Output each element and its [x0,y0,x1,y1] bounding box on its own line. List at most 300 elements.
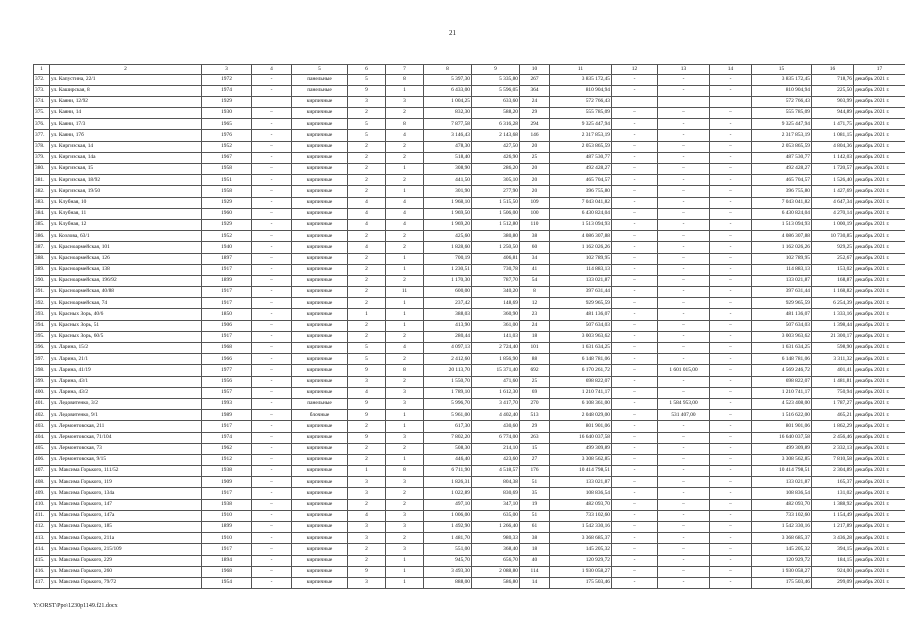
cost-per-sqm-cell: 131,02 [812,488,854,499]
living-area-cell: 5 596,05 [472,85,520,96]
owner-funds-cell: 7 043 041,82 [752,197,812,208]
completion-date-cell: декабрь 2021 г. [854,499,905,510]
address-cell: ул. Киргизская, 14а [50,152,202,163]
owner-funds-cell: 492 428,27 [752,164,812,175]
col13-cell: – [658,477,710,488]
living-area-cell: 305,10 [472,175,520,186]
total-area-cell: 3 146,43 [424,130,472,141]
cost-per-sqm-cell: 153,02 [812,264,854,275]
living-area-cell: 471,60 [472,376,520,387]
total-area-cell: 518,40 [424,152,472,163]
wall-material-cell: кирпичные [292,242,348,253]
col14-cell: - [710,466,752,477]
year-cell: 1967 [202,152,252,163]
entrances-cell: 4 [386,343,424,354]
col12-cell: - [612,152,658,163]
owner-funds-cell: 572 766,43 [752,96,812,107]
owner-funds-cell: 929 965,59 [752,298,812,309]
col14-cell: – [710,108,752,119]
col14-cell: - [710,555,752,566]
column-number-row [34,65,905,75]
total-cost-cell: 2 053 865,59 [550,141,612,152]
page-number: 21 [449,29,456,37]
col14-cell: - [710,74,752,85]
table-row [34,510,905,521]
year-cell: 1917 [202,488,252,499]
cost-per-sqm-cell: 750,94 [812,387,854,398]
entrances-cell: 1 [386,186,424,197]
wall-material-cell: кирпичные [292,365,348,376]
cost-per-sqm-cell: 3 311,32 [812,354,854,365]
row-index: 411. [34,510,50,521]
wall-material-cell: кирпичные [292,275,348,286]
floors-cell: 3 [348,577,386,588]
col14-cell: – [710,410,752,421]
col4-cell: – [252,477,292,488]
row-index: 401. [34,398,50,409]
col13-cell: - [658,555,710,566]
col12-cell: - [612,466,658,477]
table-row [34,320,905,331]
address-cell: ул. Красноармейская, 138 [50,264,202,275]
residents-cell: 20 [520,164,550,175]
completion-date-cell: декабрь 2021 г. [854,410,905,421]
completion-date-cell: декабрь 2021 г. [854,555,905,566]
address-cell: ул. Ларина, 15/2 [50,343,202,354]
table-row [34,432,905,443]
col13-cell: - [658,119,710,130]
col13-cell: - [658,376,710,387]
living-area-cell: 730,78 [472,264,520,275]
row-index: 415. [34,555,50,566]
total-area-cell: 1 550,70 [424,376,472,387]
cost-per-sqm-cell: 944,89 [812,108,854,119]
entrances-cell: 1 [386,264,424,275]
col13-cell: – [658,387,710,398]
col4-cell: - [252,175,292,186]
row-index: 404. [34,432,50,443]
col13-cell: - [658,533,710,544]
floors-cell: 2 [348,253,386,264]
living-area-cell: 148,69 [472,298,520,309]
owner-funds-cell: 1 930 058,27 [752,566,812,577]
col14-cell: - [710,533,752,544]
floors-cell: 2 [348,287,386,298]
year-cell: 1974 [202,85,252,96]
col14-cell: - [710,152,752,163]
entrances-cell: 3 [386,477,424,488]
year-cell: 1954 [202,577,252,588]
living-area-cell: 656,70 [472,555,520,566]
year-cell: 1929 [202,197,252,208]
owner-funds-cell: 507 634,03 [752,320,812,331]
entrances-cell: 1 [386,320,424,331]
living-area-cell: 1 266,40 [472,522,520,533]
cost-per-sqm-cell: 21 300,17 [812,331,854,342]
column-number: 5 [292,65,348,75]
row-index: 390. [34,275,50,286]
cost-per-sqm-cell: 1 427,69 [812,186,854,197]
total-area-cell: 551,00 [424,544,472,555]
address-cell: ул. Максима Горького, 147а [50,510,202,521]
address-cell: ул. Киргизская, 14 [50,141,202,152]
year-cell: 1929 [202,96,252,107]
row-index: 386. [34,231,50,242]
cost-per-sqm-cell: 10 730,85 [812,231,854,242]
floors-cell: 2 [348,499,386,510]
total-area-cell: 1 789,10 [424,387,472,398]
total-cost-cell: 499 309,89 [550,443,612,454]
col14-cell: – [710,298,752,309]
entrances-cell: 8 [386,365,424,376]
floors-cell: 2 [348,152,386,163]
total-cost-cell: 3 003 963,62 [550,331,612,342]
wall-material-cell: блочные [292,410,348,421]
floors-cell: 2 [348,141,386,152]
col4-cell: - [252,510,292,521]
entrances-cell: 1 [386,410,424,421]
residents-cell: 25 [520,152,550,163]
floors-cell: 2 [348,264,386,275]
owner-funds-cell: 133 021,87 [752,477,812,488]
floors-cell: 2 [348,320,386,331]
entrances-cell: 8 [386,466,424,477]
col4-cell: - [252,354,292,365]
total-area-cell: 497,10 [424,499,472,510]
address-cell: ул. Красноармейская, 196/92 [50,275,202,286]
col13-cell [658,96,710,107]
table-row [34,421,905,432]
table-row [34,164,905,175]
col12-cell: – [612,343,658,354]
floors-cell: 4 [348,219,386,230]
row-index: 389. [34,264,50,275]
owner-funds-cell: 6 430 824,04 [752,208,812,219]
address-cell: ул. Красноармейская, 126 [50,253,202,264]
floors-cell: 3 [348,477,386,488]
row-index: 409. [34,488,50,499]
completion-date-cell: декабрь 2021 г. [854,376,905,387]
col4-cell: – [252,108,292,119]
column-number: 3 [202,65,252,75]
completion-date-cell: декабрь 2021 г. [854,74,905,85]
address-cell: ул. Каяни, 12/92 [50,96,202,107]
completion-date-cell: декабрь 2021 г. [854,298,905,309]
row-index: 403. [34,421,50,432]
total-cost-cell: 507 634,03 [550,320,612,331]
table-row [34,477,905,488]
total-area-cell: 1 492,90 [424,522,472,533]
cost-per-sqm-cell: 4 270,14 [812,208,854,219]
living-area-cell: 586,80 [472,577,520,588]
wall-material-cell: кирпичные [292,466,348,477]
completion-date-cell: декабрь 2021 г. [854,197,905,208]
residents-cell: 176 [520,466,550,477]
owner-funds-cell: 3 003 963,62 [752,331,812,342]
owner-funds-cell: 397 631,44 [752,287,812,298]
row-index: 405. [34,443,50,454]
floors-cell: 4 [348,387,386,398]
year-cell: 1974 [202,432,252,443]
col14-cell: - [710,577,752,588]
col13-cell: – [658,320,710,331]
col12-cell [612,96,658,107]
address-cell: ул. Красных Зорь, 51 [50,320,202,331]
wall-material-cell: кирпичные [292,477,348,488]
total-cost-cell: 6 108 361,00 [550,398,612,409]
total-cost-cell: 572 766,43 [550,96,612,107]
table-row [34,522,905,533]
col13-cell: - [658,421,710,432]
table-row [34,264,905,275]
owner-funds-cell: 698 822,07 [752,376,812,387]
completion-date-cell: декабрь 2021 г. [854,119,905,130]
col14-cell: – [710,164,752,175]
col12-cell: – [612,320,658,331]
total-cost-cell: 133 021,87 [550,275,612,286]
row-index: 407. [34,466,50,477]
floors-cell: 2 [348,175,386,186]
col14-cell: – [710,141,752,152]
col12-cell: – [612,164,658,175]
entrances-cell: 3 [386,522,424,533]
table-row [34,242,905,253]
wall-material-cell: кирпичные [292,454,348,465]
entrances-cell: 1 [386,164,424,175]
col12-cell: – [612,544,658,555]
col12-cell: – [612,275,658,286]
living-area-cell: 1 250,50 [472,242,520,253]
residents-cell: 24 [520,320,550,331]
total-area-cell: 388,03 [424,309,472,320]
cost-per-sqm-cell: 1 398,44 [812,320,854,331]
owner-funds-cell: 3 835 172,45 [752,74,812,85]
total-cost-cell: 120 929,72 [550,555,612,566]
col4-cell: - [252,74,292,85]
total-cost-cell: 114 883,13 [550,264,612,275]
col12-cell: - [612,309,658,320]
floors-cell: 4 [348,208,386,219]
residents-cell: 263 [520,432,550,443]
cost-per-sqm-cell: 2 456,46 [812,432,854,443]
cost-per-sqm-cell: 924,00 [812,566,854,577]
living-area-cell: 1 506,00 [472,208,520,219]
total-cost-cell: 6 148 781,06 [550,354,612,365]
entrances-cell: 8 [386,119,424,130]
living-area-cell: 5 335,80 [472,74,520,85]
living-area-cell: 588,20 [472,108,520,119]
table-row [34,85,905,96]
wall-material-cell: кирпичные [292,96,348,107]
living-area-cell: 286,20 [472,164,520,175]
wall-material-cell: кирпичные [292,141,348,152]
year-cell: 1956 [202,376,252,387]
owner-funds-cell: 145 205,32 [752,544,812,555]
floors-cell: 9 [348,365,386,376]
col4-cell: - [252,466,292,477]
row-index: 417. [34,577,50,588]
total-cost-cell: 108 836,54 [550,488,612,499]
completion-date-cell: декабрь 2021 г. [854,275,905,286]
cost-per-sqm-cell: 7 810,58 [812,454,854,465]
owner-funds-cell: 102 789,95 [752,253,812,264]
col12-cell: - [612,130,658,141]
entrances-cell: 2 [386,443,424,454]
living-area-cell: 1 612,30 [472,387,520,398]
living-area-cell: 361,00 [472,320,520,331]
address-cell: ул. Клубная, 11 [50,208,202,219]
col4-cell: – [252,387,292,398]
address-cell: ул. Киргизская, 18/92 [50,175,202,186]
wall-material-cell: кирпичные [292,343,348,354]
year-cell: 1962 [202,443,252,454]
column-number: 10 [520,65,550,75]
wall-material-cell: кирпичные [292,331,348,342]
cost-per-sqm-cell: 168,87 [812,275,854,286]
address-cell: ул. Красноармейская, 74 [50,298,202,309]
total-cost-cell: 929 965,59 [550,298,612,309]
living-area-cell: 214,10 [472,443,520,454]
col13-cell: – [658,454,710,465]
table-row [34,74,905,85]
address-cell: ул. Ларина, 21/1 [50,354,202,365]
col12-cell: – [612,108,658,119]
owner-funds-cell: 810 904,94 [752,85,812,96]
total-cost-cell: 6 430 824,04 [550,208,612,219]
residents-cell: 692 [520,365,550,376]
floors-cell: 9 [348,432,386,443]
floors-cell: 5 [348,119,386,130]
floors-cell: 3 [348,96,386,107]
col13-cell: - [658,488,710,499]
col13-cell: – [658,522,710,533]
living-area-cell: 141,03 [472,331,520,342]
floors-cell: 2 [348,164,386,175]
entrances-cell: 2 [386,533,424,544]
table-row [34,566,905,577]
floors-cell: 2 [348,186,386,197]
floors-cell: 2 [348,544,386,555]
col12-cell: - [612,533,658,544]
floors-cell: 4 [348,510,386,521]
floors-cell: 9 [348,410,386,421]
address-cell: ул. Лермонтовская, 73 [50,443,202,454]
row-index: 378. [34,141,50,152]
wall-material-cell: кирпичные [292,544,348,555]
col12-cell: - [612,219,658,230]
residents-cell: 51 [520,477,550,488]
col4-cell: – [252,320,292,331]
col4-cell: - [252,331,292,342]
total-cost-cell: 733 102,60 [550,510,612,521]
address-cell: ул. Максима Горького, 119 [50,477,202,488]
floors-cell: 2 [348,331,386,342]
owner-funds-cell: 1 162 026,26 [752,242,812,253]
year-cell: 1917 [202,544,252,555]
completion-date-cell: декабрь 2021 г. [854,231,905,242]
year-cell: 1940 [202,242,252,253]
total-cost-cell: 397 631,44 [550,287,612,298]
total-cost-cell: 1 162 026,26 [550,242,612,253]
col12-cell: – [612,208,658,219]
wall-material-cell: кирпичные [292,264,348,275]
wall-material-cell: кирпичные [292,443,348,454]
col12-cell: – [612,410,658,421]
owner-funds-cell: 481 136,07 [752,309,812,320]
wall-material-cell: кирпичные [292,387,348,398]
total-area-cell: 508,30 [424,443,472,454]
owner-funds-cell: 3 308 562,85 [752,454,812,465]
entrances-cell: 1 [386,298,424,309]
table-row [34,343,905,354]
entrances-cell: 1 [386,309,424,320]
wall-material-cell: кирпичные [292,197,348,208]
year-cell: 1899 [202,522,252,533]
table-row [34,376,905,387]
entrances-cell: 2 [386,242,424,253]
wall-material-cell: кирпичные [292,320,348,331]
total-cost-cell: 1 210 741,17 [550,387,612,398]
col12-cell: - [612,421,658,432]
col4-cell: – [252,544,292,555]
col4-cell: - [252,555,292,566]
table-row [34,275,905,286]
col14-cell: – [710,275,752,286]
cost-per-sqm-cell: 903,99 [812,96,854,107]
total-cost-cell: 6 170 261,72 [550,365,612,376]
completion-date-cell: декабрь 2021 г. [854,219,905,230]
entrances-cell: 2 [386,376,424,387]
wall-material-cell: кирпичные [292,175,348,186]
wall-material-cell: кирпичные [292,555,348,566]
owner-funds-cell: 108 836,54 [752,488,812,499]
col13-cell: - [658,443,710,454]
row-index: 414. [34,544,50,555]
col12-cell: - [612,376,658,387]
owner-funds-cell: 175 503,46 [752,577,812,588]
residents-cell: 29 [520,108,550,119]
living-area-cell: 830,69 [472,488,520,499]
col14-cell: - [710,421,752,432]
completion-date-cell: декабрь 2021 г. [854,130,905,141]
year-cell: 1910 [202,510,252,521]
completion-date-cell: декабрь 2021 г. [854,96,905,107]
total-cost-cell: 16 640 037,58 [550,432,612,443]
table-row [34,577,905,588]
document-file-path: Y:\ORST\Ppo\1230p1149.f21.docx [33,603,118,609]
owner-funds-cell: 4 086 307,88 [752,231,812,242]
row-index: 372. [34,74,50,85]
col13-cell: – [658,231,710,242]
living-area-cell: 423,60 [472,454,520,465]
col4-cell: – [252,410,292,421]
col13-cell: - [658,510,710,521]
residents-cell: 38 [520,231,550,242]
owner-funds-cell: 10 414 798,51 [752,466,812,477]
year-cell: 1910 [202,533,252,544]
address-cell: ул. Максима Горького, 79/72 [50,577,202,588]
col4-cell: - [252,197,292,208]
floors-cell: 2 [348,421,386,432]
address-cell: ул. Красноармейская, 40/88 [50,287,202,298]
col4-cell: - [252,219,292,230]
column-number: 16 [812,65,854,75]
total-area-cell: 1 004,25 [424,96,472,107]
residents-cell: 101 [520,343,550,354]
table-row [34,175,905,186]
table-row [34,253,905,264]
cost-per-sqm-cell: 1 168,82 [812,287,854,298]
